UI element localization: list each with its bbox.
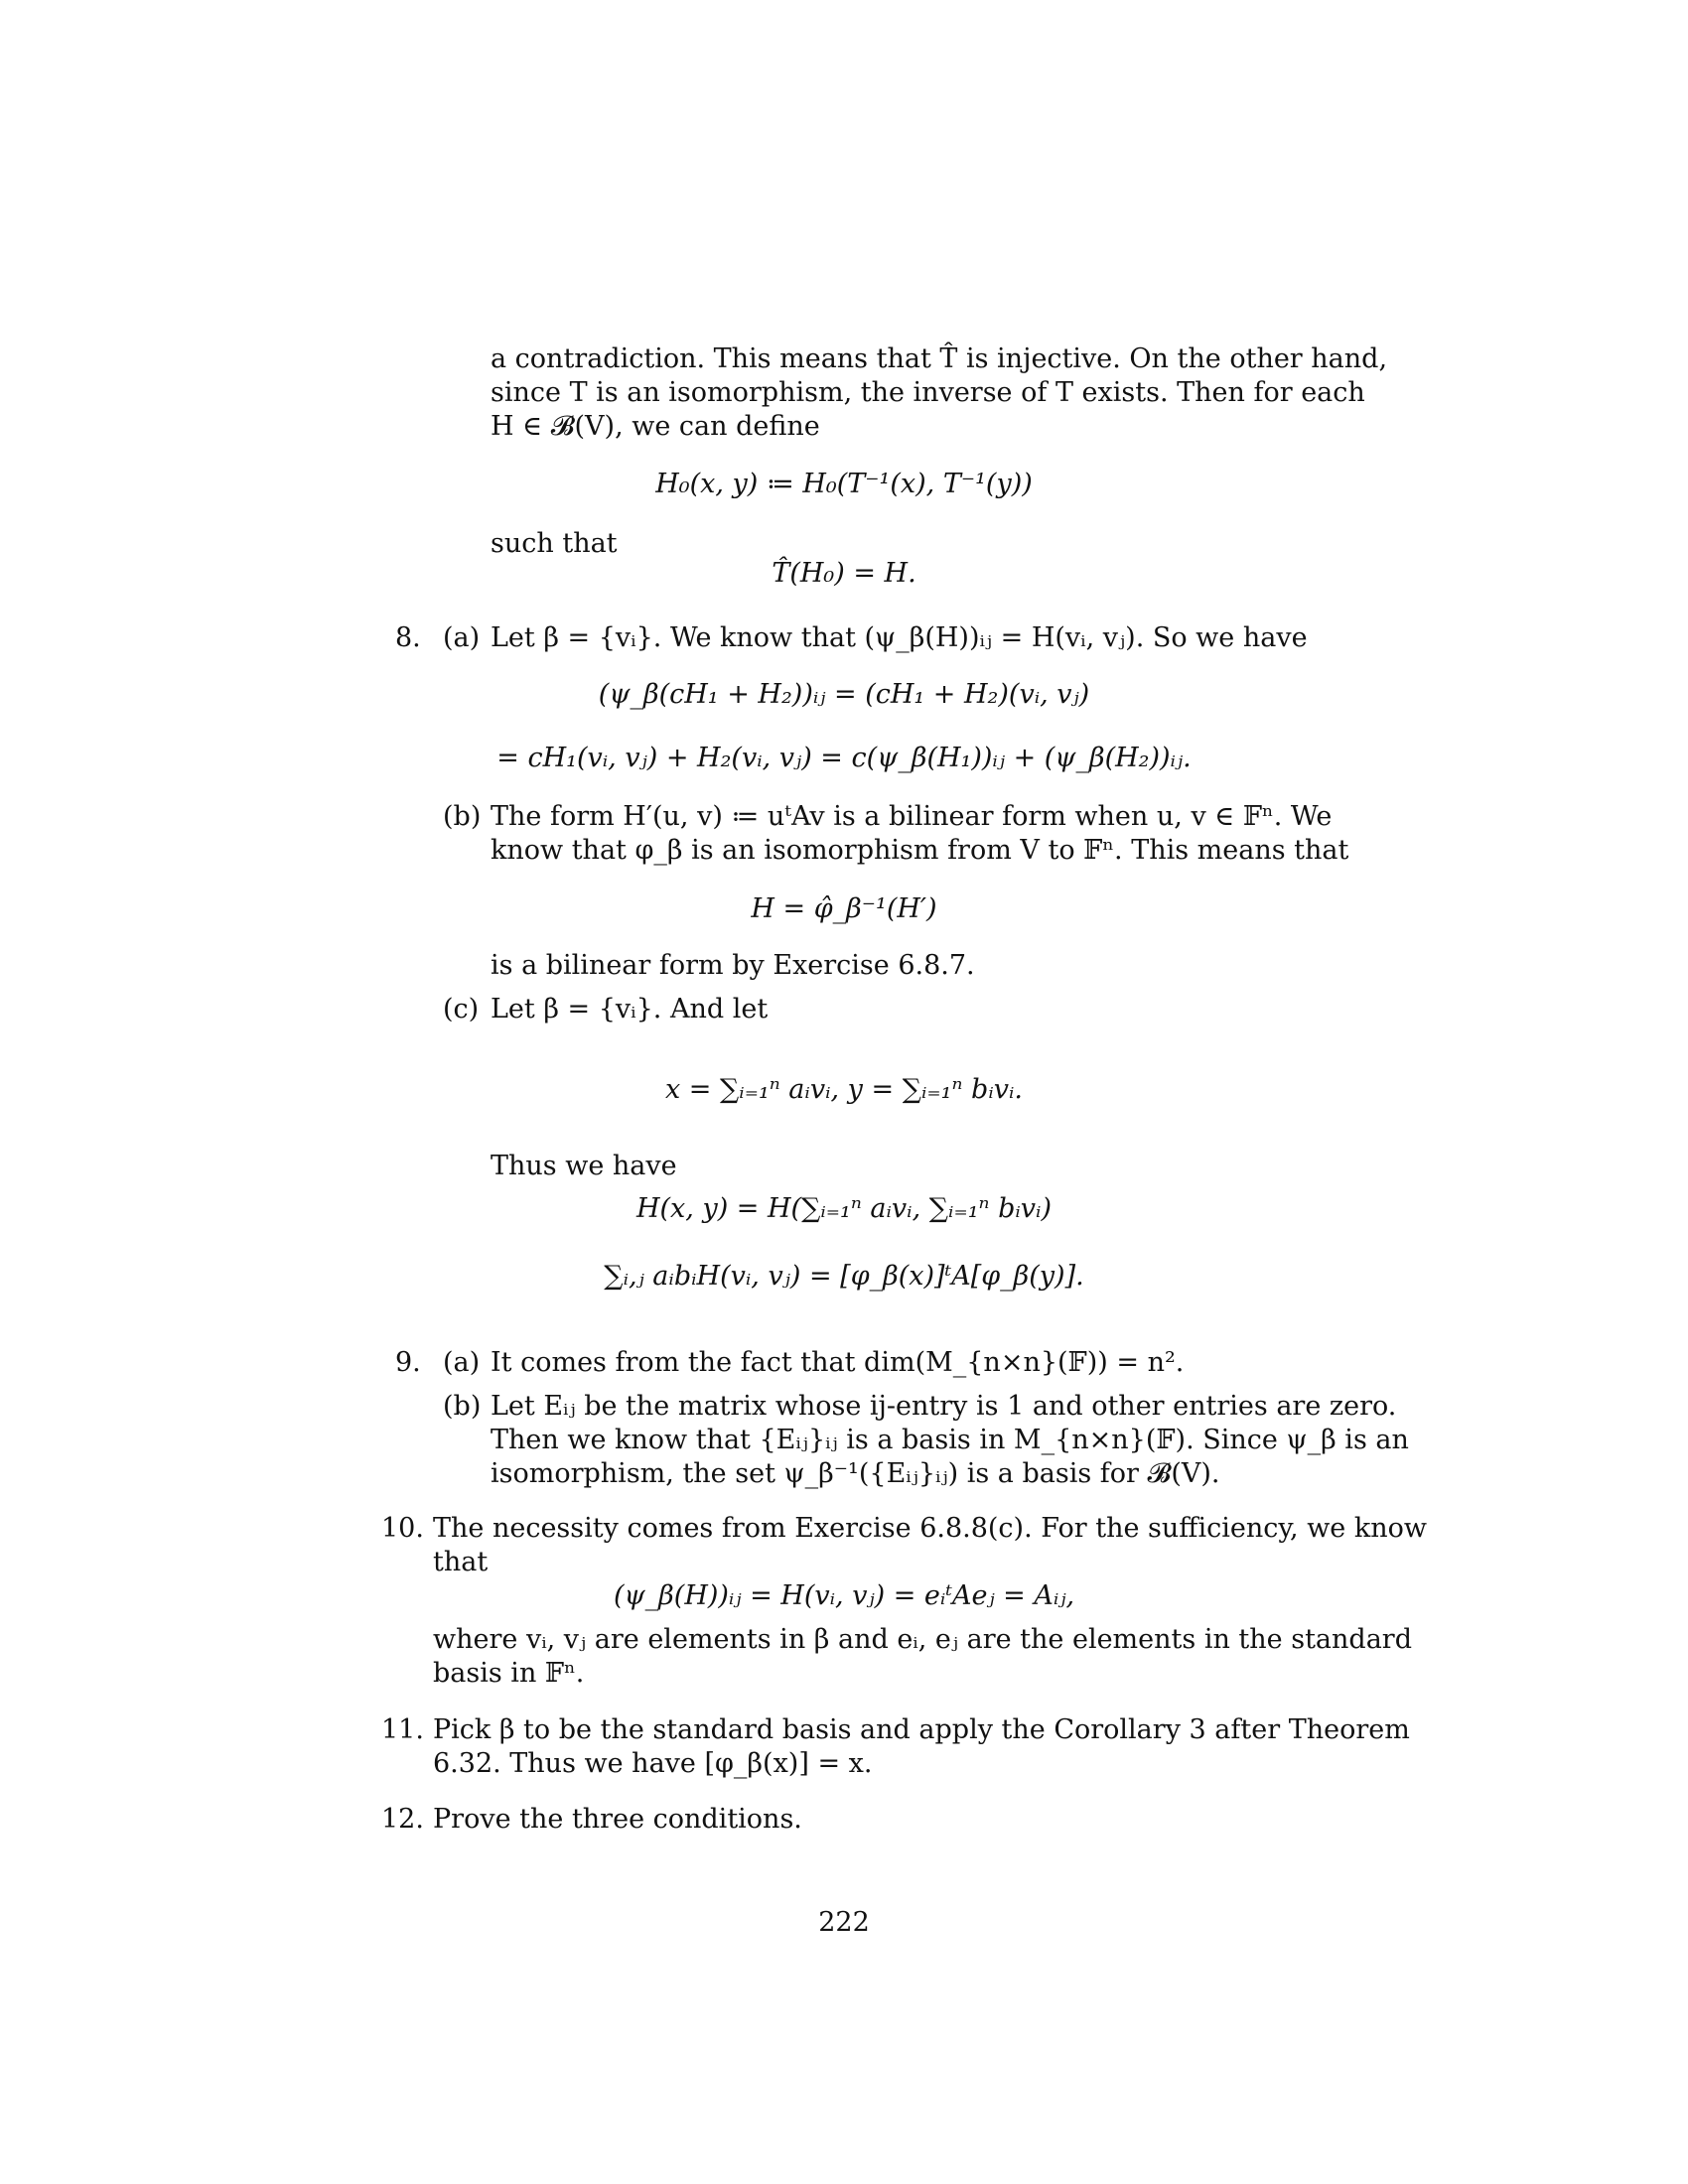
item-number: 10. [381,1513,424,1544]
equation: = cH₁(vᵢ, vⱼ) + H₂(vᵢ, vⱼ) = c(ψ_β(H₁))ᵢⱼ + (ψ_β(H₂))ᵢⱼ. [496,743,1192,773]
text-line: a contradiction. This means that T̂ is injective. On the other hand, [491,343,1388,374]
equation: ∑ᵢ,ⱼ aᵢbᵢH(vᵢ, vⱼ) = [φ_β(x)]ᵗA[φ_β(y)]. [604,1261,1084,1292]
text-line: Prove the three conditions. [433,1804,802,1835]
text-line: It comes from the fact that dim(M_{n×n}(𝔽)) = n². [491,1347,1185,1378]
text-line: that [433,1547,489,1577]
subitem-label: (b) [443,801,482,832]
text-line: basis in 𝔽ⁿ. [433,1658,585,1689]
text-line: Let Eᵢⱼ be the matrix whose ij-entry is 1 and other entries are zero. [491,1391,1397,1422]
text-line: since T is an isomorphism, the inverse of T exists. Then for each [491,377,1365,408]
text-line: Let β = {vᵢ}. And let [491,994,769,1024]
text-line: Pick β to be the standard basis and apply the Corollary 3 after Theorem [433,1714,1410,1745]
text-line: The necessity comes from Exercise 6.8.8(c). For the sufficiency, we know [433,1513,1427,1544]
text-line: such that [491,528,618,559]
text-line: H ∈ 𝓑(V), we can define [491,411,820,442]
text-line: Let β = {vᵢ}. We know that (ψ_β(H))ᵢⱼ = H(vᵢ, vⱼ). So we have [491,622,1308,653]
item-number: 8. [395,622,421,653]
page-number: 222 [818,1907,870,1938]
equation: H(x, y) = H(∑ᵢ₌₁ⁿ aᵢvᵢ, ∑ᵢ₌₁ⁿ bᵢvᵢ) [635,1193,1053,1224]
item-number: 9. [395,1347,421,1378]
equation: x = ∑ᵢ₌₁ⁿ aᵢvᵢ, y = ∑ᵢ₌₁ⁿ bᵢvᵢ. [664,1074,1024,1105]
item-number: 11. [381,1714,424,1745]
text-line: The form H′(u, v) ≔ uᵗAv is a bilinear form when u, v ∈ 𝔽ⁿ. We [491,801,1333,832]
text-line: is a bilinear form by Exercise 6.8.7. [491,950,975,981]
equation: (ψ_β(cH₁ + H₂))ᵢⱼ = (cH₁ + H₂)(vᵢ, vⱼ) [598,679,1090,710]
text-line: 6.32. Thus we have [φ_β(x)] = x. [433,1748,873,1779]
text-line: where vᵢ, vⱼ are elements in β and eᵢ, eⱼ are the elements in the standard [433,1624,1412,1655]
subitem-label: (c) [443,994,480,1024]
text-line: know that φ_β is an isomorphism from V to 𝔽ⁿ. This means that [491,835,1349,866]
item-number: 12. [381,1804,424,1835]
equation: (ψ_β(H))ᵢⱼ = H(vᵢ, vⱼ) = eᵢᵗAeⱼ = Aᵢⱼ, [613,1580,1075,1611]
equation: H = φ̂_β⁻¹(H′) [751,893,937,924]
equation: T̂(H₀) = H. [772,558,916,589]
subitem-label: (b) [443,1391,482,1422]
text-line: Then we know that {Eᵢⱼ}ᵢⱼ is a basis in M_{n×n}(𝔽). Since ψ_β is an [491,1425,1409,1455]
subitem-label: (a) [443,622,481,653]
subitem-label: (a) [443,1347,481,1378]
text-line: isomorphism, the set ψ_β⁻¹({Eᵢⱼ}ᵢⱼ) is a basis for 𝓑(V). [491,1458,1220,1489]
text-line: Thus we have [491,1151,677,1181]
equation: H₀(x, y) ≔ H₀(T⁻¹(x), T⁻¹(y)) [655,469,1033,499]
